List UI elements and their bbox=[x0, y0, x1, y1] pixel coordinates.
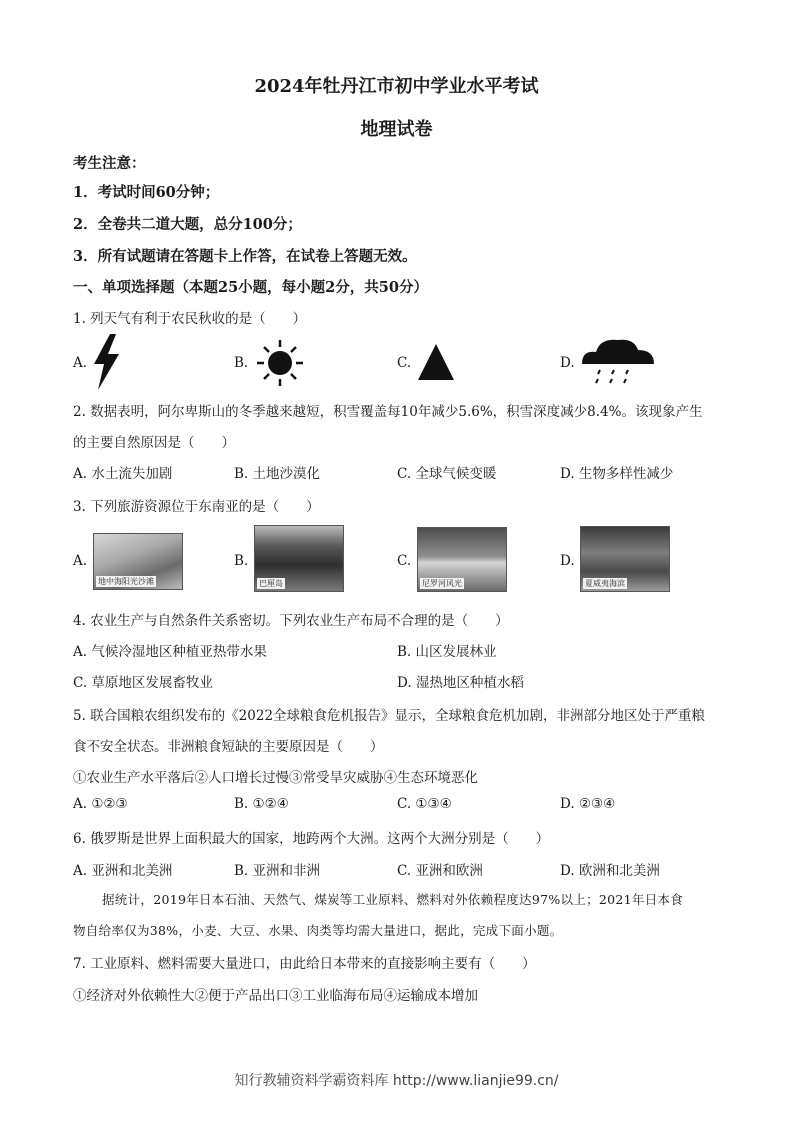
option-label: C. bbox=[397, 355, 412, 371]
footer-watermark: 知行教辅资料学霸资料库 http://www.lianjie99.cn/ bbox=[234, 1073, 559, 1089]
photo-coast bbox=[580, 526, 670, 592]
material-text: 据统计，2019年日本石油、天然气、煤炭等工业原料、燃料对外依赖程度达97%以上；2021年日本食 bbox=[102, 892, 684, 907]
triangle-icon bbox=[416, 342, 456, 382]
question-stem: 食不安全状态。非洲粮食短缺的主要原因是（ ） bbox=[73, 739, 384, 755]
photo-island bbox=[254, 525, 344, 592]
option: A. ①②③ bbox=[73, 796, 128, 812]
option-label: A. bbox=[73, 355, 88, 371]
question-stem: 6. 俄罗斯是世界上面积最大的国家，地跨两个大洲。这两个大洲分别是（ ） bbox=[73, 831, 550, 847]
option: C. 全球气候变暖 bbox=[397, 466, 497, 482]
question-stem: 7. 工业原料、燃料需要大量进口，由此给日本带来的直接影响主要有（ ） bbox=[73, 956, 536, 972]
notice-item: 3．所有试题请在答题卡上作答，在试卷上答题无效。 bbox=[73, 248, 417, 265]
question-items: ①经济对外依赖性大②便于产品出口③工业临海布局④运输成本增加 bbox=[73, 988, 478, 1004]
photo-caption: 巴厘岛 bbox=[259, 579, 283, 588]
question-stem: 3. 下列旅游资源位于东南亚的是（ ） bbox=[73, 499, 320, 515]
material-text: 物自给率仅为38%，小麦、大豆、水果、肉类等均需大量进口，据此，完成下面小题。 bbox=[73, 923, 563, 938]
option: B. 土地沙漠化 bbox=[234, 466, 321, 482]
option-label: C. bbox=[397, 553, 412, 569]
notice-item: 1．考试时间60分钟； bbox=[73, 184, 220, 201]
option-label: D. bbox=[560, 553, 575, 569]
option: A. 水土流失加剧 bbox=[73, 466, 173, 482]
exam-title: 2024年牡丹江市初中学业水平考试 bbox=[254, 76, 539, 97]
option-label: B. bbox=[234, 553, 249, 569]
option: A. 亚洲和北美洲 bbox=[73, 863, 173, 879]
photo-caption: 地中海阳光沙滩 bbox=[98, 577, 154, 586]
option: A. 气候冷湿地区种植亚热带水果 bbox=[73, 644, 267, 660]
lightning-icon bbox=[92, 334, 122, 390]
option: D. 生物多样性减少 bbox=[560, 466, 674, 482]
notice-item: 2．全卷共二道大题，总分100分； bbox=[73, 216, 302, 233]
section-heading: 一、单项选择题（本题25小题，每小题2分，共50分） bbox=[73, 279, 428, 296]
cloud-rain-icon bbox=[578, 336, 658, 388]
option-label: A. bbox=[73, 553, 88, 569]
sun-icon bbox=[254, 340, 306, 386]
option: B. 亚洲和非洲 bbox=[234, 863, 321, 879]
notice-heading: 考生注意： bbox=[73, 155, 146, 172]
question-stem: 的主要自然原因是（ ） bbox=[73, 435, 235, 451]
option: B. 山区发展林业 bbox=[397, 644, 497, 660]
option: C. 亚洲和欧洲 bbox=[397, 863, 483, 879]
question-stem: 2. 数据表明，阿尔卑斯山的冬季越来越短，积雪覆盖每10年减少5.6%，积雪深度减少8.4%。该现象产生 bbox=[73, 404, 703, 420]
question-stem: 4. 农业生产与自然条件关系密切。下列农业生产布局不合理的是（ ） bbox=[73, 613, 509, 629]
option-label: D. bbox=[560, 355, 575, 371]
photo-beach bbox=[93, 533, 183, 590]
question-items: ①农业生产水平落后②人口增长过慢③常受旱灾威胁④生态环境恶化 bbox=[73, 770, 478, 786]
option: D. 湿热地区种植水稻 bbox=[397, 675, 524, 691]
question-stem: 1. 列天气有利于农民秋收的是（ ） bbox=[73, 311, 307, 327]
option: C. ①③④ bbox=[397, 796, 452, 812]
option: C. 草原地区发展畜牧业 bbox=[73, 675, 213, 691]
photo-river bbox=[417, 527, 507, 592]
option: D. ②③④ bbox=[560, 796, 616, 812]
photo-caption: 夏威夷海滨 bbox=[585, 579, 625, 588]
option-label: B. bbox=[234, 355, 249, 371]
option: D. 欧洲和北美洲 bbox=[560, 863, 660, 879]
exam-subtitle: 地理试卷 bbox=[360, 119, 433, 140]
question-stem: 5. 联合国粮农组织发布的《2022全球粮食危机报告》显示，全球粮食危机加剧，非洲部分地区处于严重粮 bbox=[73, 708, 706, 724]
photo-caption: 尼罗河风光 bbox=[422, 579, 462, 588]
option: B. ①②④ bbox=[234, 796, 289, 812]
